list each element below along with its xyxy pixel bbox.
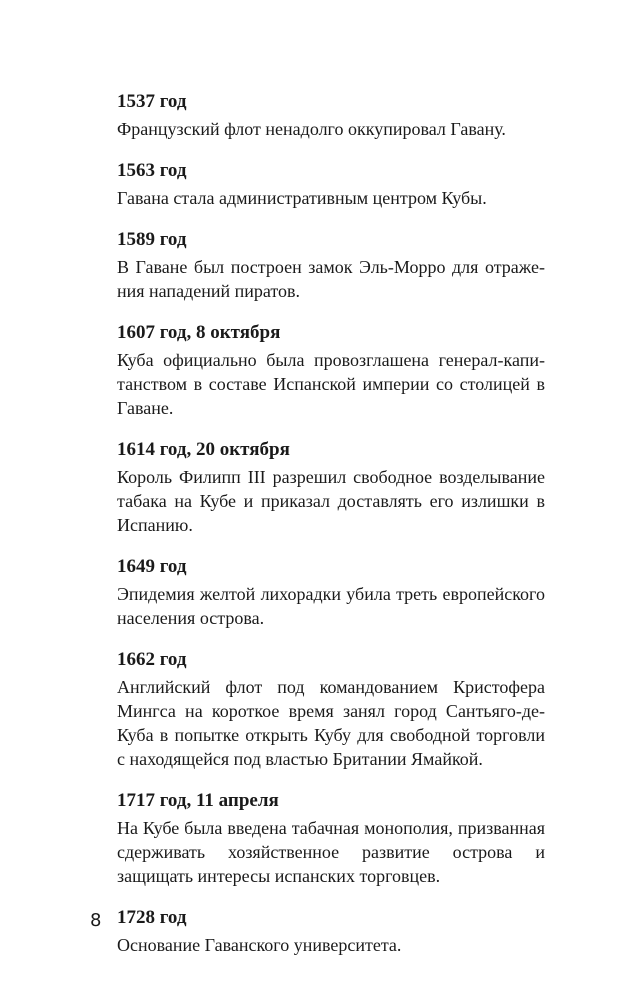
entry-text: Гавана стала административным центром Кубы. (117, 188, 487, 208)
chronology-entry-1589 (117, 228, 545, 303)
entry-text: Основание Гаванского университета. (117, 935, 402, 955)
entry-heading: 1717 год, 11 апреля (117, 790, 279, 811)
entry-heading: 1614 год, 20 октября (117, 439, 290, 460)
chronology-entry-1717 (117, 789, 545, 888)
chronology-column (117, 90, 545, 975)
entry-heading: 1662 год (117, 649, 187, 670)
entry-text: Французский флот ненадолго оккупировал Гавану. (117, 119, 506, 139)
entry-text: На Кубе была введена табачная монополия, призванная сдерживать хозяйственное развитие острова и защищать интересы испанских торговцев. (117, 818, 545, 886)
entry-heading: 1563 год (117, 160, 187, 181)
chronology-entry-1614 (117, 438, 545, 537)
chronology-entry-1728 (117, 906, 545, 957)
entry-text: Эпидемия желтой лихорадки убила треть европейского населения острова. (117, 584, 545, 628)
page-number: 8 (90, 910, 102, 931)
chronology-entry-1649 (117, 555, 545, 630)
chronology-entry-1662 (117, 648, 545, 771)
entry-text: Английский флот под командованием Кристофера Мингса на короткое время занял город Сантьяго-де-Куба в попытке открыть Кубу для свободной торговли с находящейся под властью Британии Ямайкой. (117, 677, 545, 769)
entry-heading: 1649 год (117, 556, 187, 577)
chronology-entry-1607 (117, 321, 545, 420)
entry-heading: 1728 год (117, 907, 187, 928)
chronology-entry-1537 (117, 90, 545, 141)
entry-text: В Гаване был построен замок Эль-Морро для отражения нападений пиратов. (117, 257, 545, 301)
entry-text: Король Филипп III разрешил свободное возделывание табака на Кубе и приказал доставлять его излишки в Испанию. (117, 467, 545, 535)
entry-heading: 1607 год, 8 октября (117, 322, 281, 343)
entry-heading: 1537 год (117, 91, 187, 112)
chronology-entry-1563 (117, 159, 545, 210)
entry-heading: 1589 год (117, 229, 187, 250)
entry-text: Куба официально была провозглашена генерал-капитанством в составе Испанской империи со столицей в Гаване. (117, 350, 545, 418)
